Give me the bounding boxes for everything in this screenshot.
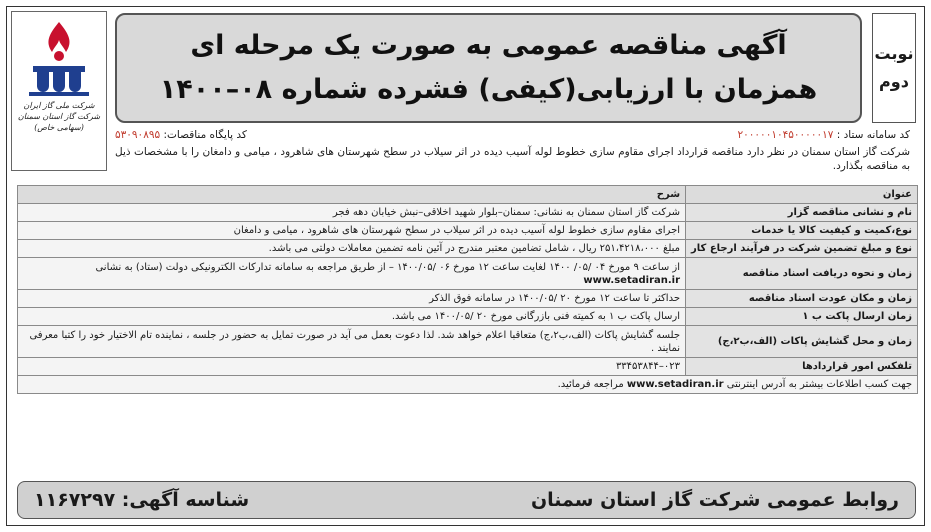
badge-line-1: نوبت: [874, 44, 914, 63]
company-logo: [11, 11, 107, 171]
table-row: [18, 358, 918, 376]
tender-base-value: ۵۳۰۹۰۸۹۵: [115, 129, 161, 141]
row-value: ۰۲۳–۳۳۴۵۳۸۴۴: [18, 358, 686, 376]
more-info-prefix: جهت کسب اطلاعات بیشتر به آدرس اینترنتی: [726, 379, 912, 390]
row-value: شرکت گاز استان سمنان به نشانی: سمنان–بلوار شهید اخلاقی–نبش خیابان دهه فجر: [18, 204, 686, 222]
title-line-2: همزمان با ارزیابی(کیفی) فشرده شماره ۰۸–۱۴۰۰: [159, 74, 818, 105]
table-row: [18, 222, 918, 240]
intro-paragraph: شرکت گاز استان سمنان در نظر دارد مناقصه قرارداد اجرای مقاوم سازی خطوط لوله آسیب دیده در اثر سیلاب در سطح شهرستان های شاهرود ، میامی و دامغان را با مشخصات ذیل به مناقصه بگذارد.: [115, 146, 910, 172]
publisher-name: روابط عمومی شرکت گاز استان سمنان: [530, 489, 899, 511]
row-value: [18, 258, 686, 290]
row-value: ارسال پاکت ب ۱ به کمیته فنی بازرگانی مورخ ۲۰ /۱۴۰۰/۰۵ می باشد.: [18, 308, 686, 326]
row-value: جلسه گشایش پاکات (الف،ب۲،ج) متعاقبا اعلام خواهد شد. لذا دعوت بعمل می آید در صورت تمایل به حضور در جلسه ، نماینده تام الاختیار خود را کتبا معرفی نمایند .: [18, 326, 686, 358]
table-row: [18, 290, 918, 308]
footer-banner: [17, 481, 916, 519]
row-label: زمان و مکان عودت اسناد مناقصه: [686, 290, 918, 308]
title-line-1: آگهی مناقصه عمومی به صورت یک مرحله ای: [190, 30, 787, 61]
logo-caption-3: (سهامی خاص): [34, 123, 84, 132]
row-value: حداکثر تا ساعت ۱۲ مورخ ۲۰ /۱۴۰۰/۰۵ در سامانه فوق الذکر: [18, 290, 686, 308]
setad-code: [738, 129, 911, 143]
row-label: زمان ارسال پاکت ب ۱: [686, 308, 918, 326]
row-label: زمان و محل گشایش پاکات (الف،ب۲،ج): [686, 326, 918, 358]
header-title-cell: عنوان: [686, 186, 918, 204]
row-label: نوع و مبلغ تضمین شرکت در فرآیند ارجاع کار: [686, 240, 918, 258]
table-row: [18, 204, 918, 222]
table-row: [18, 258, 918, 290]
setadiran-link[interactable]: www.setadiran.ir: [583, 274, 681, 286]
row-value: اجرای مقاوم سازی خطوط لوله آسیب دیده در اثر سیلاب در سطح شهرستان های شاهرود ، میامی و دامغان: [18, 222, 686, 240]
table-row: [18, 326, 918, 358]
more-info-link[interactable]: www.setadiran.ir: [626, 379, 724, 390]
header-desc-cell: شرح: [18, 186, 686, 204]
more-info-row: [18, 376, 918, 394]
table-row: [18, 308, 918, 326]
logo-caption-1: شرکت ملی گاز ایران: [23, 101, 95, 110]
row-label: زمان و نحوه دریافت اسناد مناقصه: [686, 258, 918, 290]
gas-flame-logo-icon: [19, 18, 99, 100]
tender-notice: [6, 6, 925, 526]
badge-line-2: دوم: [879, 72, 909, 91]
more-info-cell: [18, 376, 918, 394]
tender-base-code: [115, 129, 247, 143]
title-banner: [115, 13, 862, 123]
reference-codes: [115, 129, 910, 143]
more-info-suffix: مراجعه فرمائید.: [557, 379, 624, 390]
doc-receipt-text: از ساعت ۹ مورخ ۰۴ /۰۵/ ۱۴۰۰ لغایت ساعت ۱۲ مورخ ۰۶ /۱۴۰۰/۰۵ – از طریق مراجعه به سامانه تدارکات الکترونیکی دولت (ستاد) به نشانی: [95, 261, 681, 273]
notice-round-badge: [872, 13, 916, 123]
ad-identifier: شناسه آگهی: ۱۱۶۷۲۹۷: [34, 489, 250, 511]
table-row: [18, 240, 918, 258]
row-label: نام و نشانی مناقصه گزار: [686, 204, 918, 222]
setad-code-value: ۲۰۰۰۰۰۱۰۴۵۰۰۰۰۰۱۷: [737, 129, 834, 141]
row-label: تلفکس امور قراردادها: [686, 358, 918, 376]
row-value: مبلغ ۲۵۱،۴۲۱۸،۰۰۰ ریال ، شامل تضامین معتبر مندرج در آئین نامه تضمین معاملات دولتی می باشد.: [18, 240, 686, 258]
row-label: نوع،کمیت و کیفیت کالا یا خدمات: [686, 222, 918, 240]
logo-caption-2: شرکت گاز استان سمنان: [17, 112, 101, 121]
setad-code-label: کد سامانه ستاد :: [836, 129, 910, 141]
tender-base-label: کد پایگاه مناقصات:: [163, 129, 247, 141]
table-header-row: [18, 186, 918, 204]
tender-details-table: [17, 185, 918, 394]
